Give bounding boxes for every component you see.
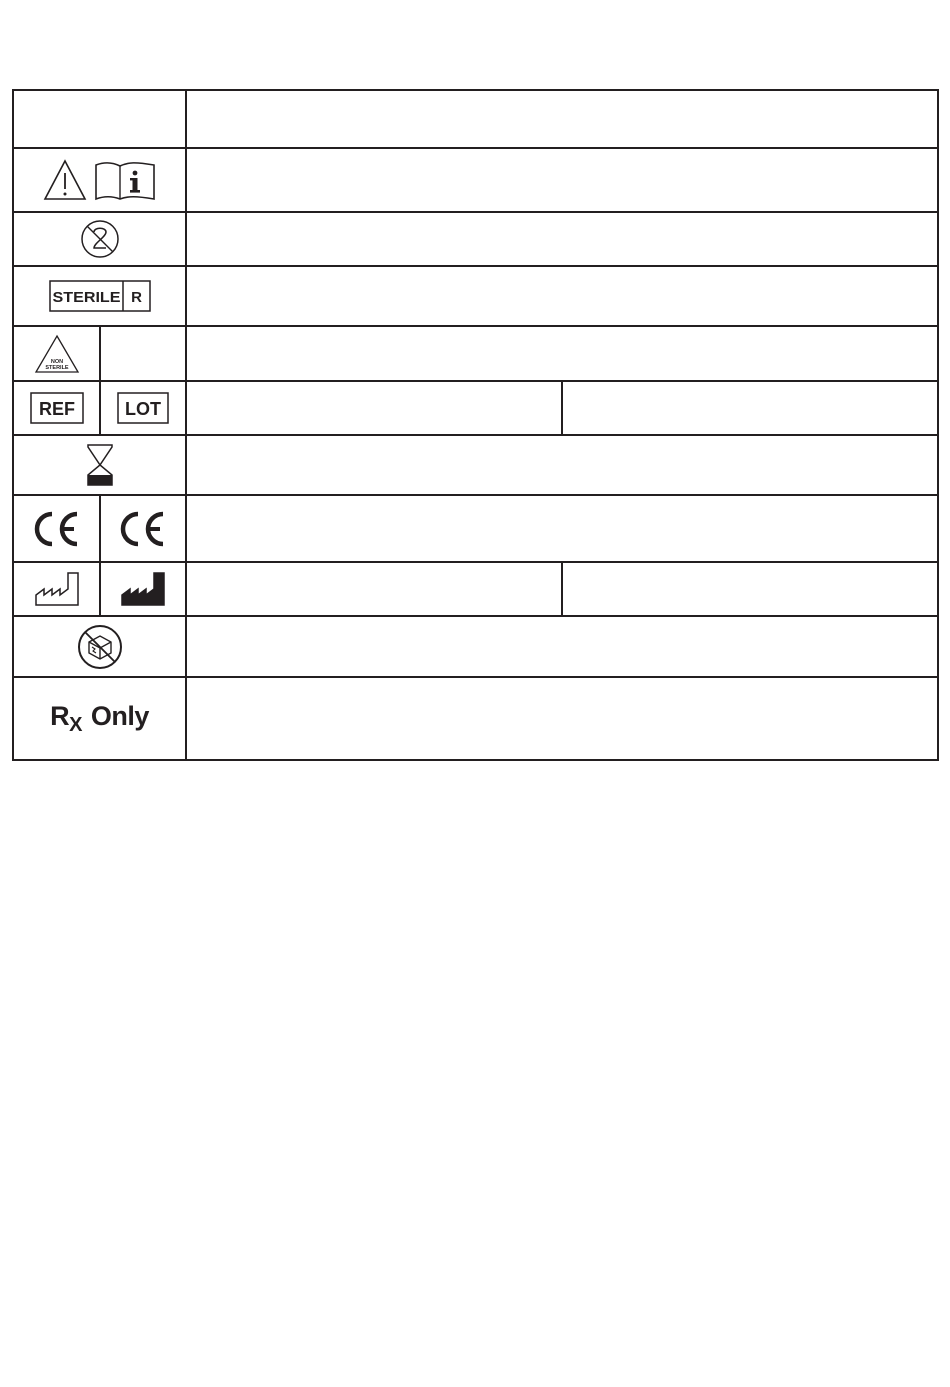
description-lot bbox=[562, 381, 938, 435]
caution-symbols bbox=[44, 159, 156, 201]
symbol-cell-caution bbox=[13, 148, 186, 212]
table-row bbox=[13, 616, 938, 677]
symbol-cell-non-sterile bbox=[13, 326, 100, 381]
ref-label: REF bbox=[38, 399, 75, 419]
symbol-cell-ce-1 bbox=[13, 495, 100, 562]
hourglass-icon bbox=[86, 443, 114, 487]
description-sterile bbox=[186, 266, 938, 326]
table-row bbox=[13, 266, 938, 326]
description-date-of-manufacture bbox=[186, 562, 562, 616]
table-row bbox=[13, 148, 938, 212]
sterile-method-label: R bbox=[130, 289, 142, 306]
description-caution bbox=[186, 148, 938, 212]
warning-triangle-icon bbox=[45, 161, 85, 199]
lot-icon bbox=[117, 392, 169, 424]
do-not-reuse-icon bbox=[80, 219, 120, 259]
table-row bbox=[13, 212, 938, 266]
symbol-cell-damaged-package bbox=[13, 616, 186, 677]
symbol-cell-date-of-manufacture bbox=[13, 562, 100, 616]
table-row bbox=[13, 495, 938, 562]
ce-mark-icon bbox=[34, 512, 80, 546]
symbols-table bbox=[12, 89, 939, 761]
symbol-cell-manufacturer bbox=[100, 562, 186, 616]
table-row bbox=[13, 326, 938, 381]
rx-only-label: Only bbox=[90, 700, 149, 731]
symbol-cell-sterile bbox=[13, 266, 186, 326]
table-header-row bbox=[13, 90, 938, 148]
symbol-cell-single-use bbox=[13, 212, 186, 266]
do-not-use-if-damaged-icon bbox=[76, 623, 124, 671]
sterile-label: STERILE bbox=[52, 289, 120, 306]
description-ref bbox=[186, 381, 562, 435]
header-symbol-cell bbox=[13, 90, 186, 148]
sterile-r-icon bbox=[49, 280, 151, 312]
non-sterile-icon bbox=[34, 334, 80, 374]
symbol-cell-ce-2 bbox=[100, 495, 186, 562]
rx-r-label: R bbox=[50, 700, 70, 731]
lot-label: LOT bbox=[125, 399, 161, 419]
symbol-cell-rx-only bbox=[13, 677, 186, 760]
symbol-cell-ref bbox=[13, 381, 100, 435]
table-row bbox=[13, 381, 938, 435]
symbol-cell-use-by bbox=[13, 435, 186, 495]
description-use-by bbox=[186, 435, 938, 495]
table-row bbox=[13, 435, 938, 495]
symbol-cell-lot bbox=[100, 381, 186, 435]
table-row bbox=[13, 677, 938, 760]
sterile-small-label: STERILE bbox=[44, 364, 69, 371]
description-ce-mark bbox=[186, 495, 938, 562]
manufacturer-icon bbox=[120, 571, 166, 607]
symbol-cell-empty bbox=[100, 326, 186, 381]
rx-x-label: X bbox=[69, 713, 82, 736]
ce-mark-icon bbox=[120, 512, 166, 546]
description-manufacturer bbox=[562, 562, 938, 616]
ref-icon bbox=[30, 392, 84, 424]
description-damaged-package bbox=[186, 616, 938, 677]
description-non-sterile bbox=[186, 326, 938, 381]
header-description-cell bbox=[186, 90, 938, 148]
description-single-use bbox=[186, 212, 938, 266]
date-of-manufacture-icon bbox=[34, 571, 80, 607]
instructions-book-icon bbox=[96, 163, 154, 199]
rx-only-icon bbox=[50, 700, 149, 736]
table-row bbox=[13, 562, 938, 616]
description-rx-only bbox=[186, 677, 938, 760]
non-label: NON bbox=[50, 358, 63, 365]
